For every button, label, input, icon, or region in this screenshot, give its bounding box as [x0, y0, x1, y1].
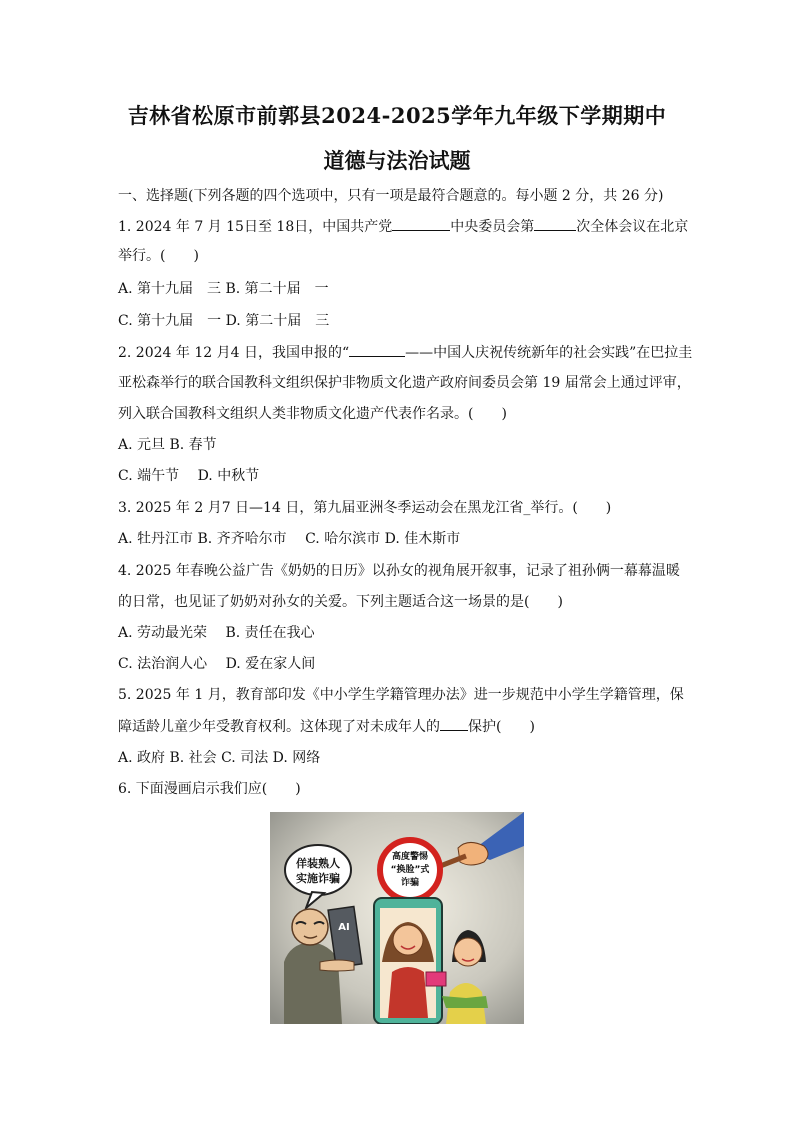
fake-face-shirt	[388, 967, 428, 1018]
scammer-head	[292, 909, 328, 945]
answer-blank	[392, 216, 450, 231]
fake-face	[393, 925, 423, 955]
hand-icon	[458, 842, 488, 865]
question-1-text-c: 次全体会议在北京	[576, 219, 689, 235]
sign-text-1: 高度警惕	[391, 852, 429, 862]
bubble-text-2: 实施诈骗	[296, 872, 340, 885]
question-2-options-ab: A. 元旦 B. 春节	[118, 437, 217, 453]
sign-text-3: 诈骗	[400, 878, 420, 888]
question-4-line-1: 4. 2025 年春晚公益广告《奶奶的日历》以孙女的视角展开叙事，记录了祖孙俩一幕幕温暖	[118, 563, 680, 579]
question-3-line-1: 3. 2025 年 2 月7 日—14 日，第九届亚洲冬季运动会在黑龙江省_举行。( )	[118, 500, 612, 516]
exam-title: 吉林省松原市前郭县2024-2025学年九年级下学期期中	[127, 103, 667, 128]
question-5-text-a: 障适龄儿童少年受教育权利。这体现了对未成年人的	[118, 719, 440, 735]
question-1-line-1	[118, 216, 688, 237]
question-1-text-b: 中央委员会第	[450, 219, 535, 235]
speech-bubble	[285, 845, 351, 895]
exam-subtitle: 道德与法治试题	[323, 148, 471, 173]
question-2-line-2: 亚松森举行的联合国教科文组织保护非物质文化遗产政府间委员会第 19 届常会上通过评审，	[118, 375, 691, 391]
question-2-line-1	[118, 342, 692, 363]
question-6-line-1: 6. 下面漫画启示我们应( )	[118, 781, 301, 797]
scammer-body	[284, 942, 342, 1024]
question-5-line-1: 5. 2025 年 1 月，教育部印发《中小学生学籍管理办法》进一步规范中小学生学籍管理，保	[118, 687, 684, 703]
answer-blank	[349, 342, 405, 357]
ai-label: AI	[338, 922, 350, 933]
question-2-text-b: ——中国人庆祝传统新年的社会实践”在巴拉圭	[405, 345, 693, 361]
scammer-hand	[320, 960, 354, 971]
question-1-options-cd: C. 第十九届 一 D. 第二十届 三	[118, 313, 330, 329]
anti-fraud-cartoon	[270, 812, 524, 1024]
answer-blank	[440, 716, 468, 731]
sign-text-2: “换脸”式	[390, 865, 430, 875]
victim-head	[454, 938, 482, 966]
question-2-text-a: 2. 2024 年 12 月4 日，我国申报的“	[118, 345, 350, 361]
question-5-options: A. 政府 B. 社会 C. 司法 D. 网络	[118, 750, 321, 766]
red-envelope-icon	[426, 972, 446, 986]
question-4-line-2: 的日常，也见证了奶奶对孙女的关爱。下列主题适合这一场景的是( )	[118, 594, 563, 610]
section-heading: 一、选择题(下列各题的四个选项中，只有一项是最符合题意的。每小题 2 分，共 26 分)	[118, 188, 664, 204]
question-2-line-3: 列入联合国教科文组织人类非物质文化遗产代表作名录。( )	[118, 406, 507, 422]
answer-blank	[534, 216, 576, 231]
question-2-options-cd: C. 端午节 D. 中秋节	[118, 468, 260, 484]
question-5-text-b: 保护( )	[468, 719, 535, 735]
question-1-options-ab: A. 第十九届 三 B. 第二十届 一	[118, 281, 329, 297]
question-1-line-2: 举行。( )	[118, 248, 199, 264]
bubble-text-1: 佯装熟人	[296, 857, 340, 870]
question-5-line-2	[118, 716, 535, 737]
question-1-text-a: 1. 2024 年 7 月 15日至 18日，中国共产党	[118, 219, 393, 235]
question-3-options: A. 牡丹江市 B. 齐齐哈尔市 C. 哈尔滨市 D. 佳木斯市	[118, 531, 461, 547]
question-4-options-ab: A. 劳动最光荣 B. 责任在我心	[118, 625, 315, 641]
question-4-options-cd: C. 法治润人心 D. 爱在家人间	[118, 656, 316, 672]
